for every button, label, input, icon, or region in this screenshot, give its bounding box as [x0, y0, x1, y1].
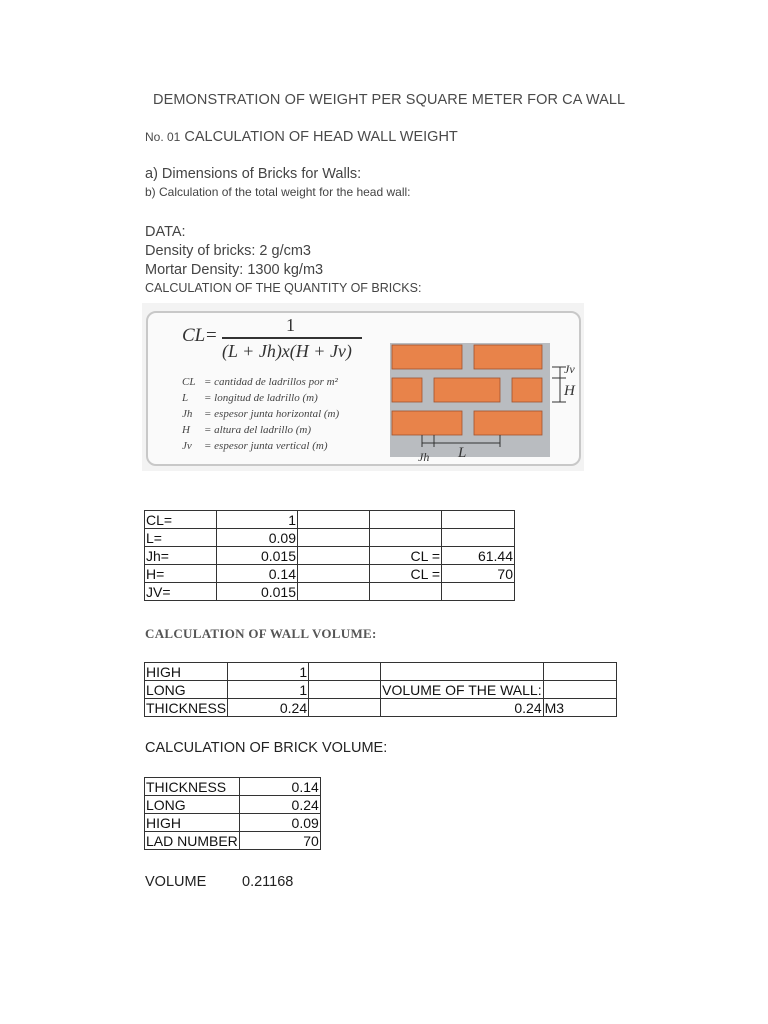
brick-wall-illustration — [388, 333, 578, 463]
data-label: DATA: — [145, 224, 186, 240]
formula-denominator: (L + Jh)x(H + Jv) — [222, 341, 352, 361]
table-row — [145, 681, 617, 699]
table-cell: HIGH — [145, 663, 228, 681]
table-cell — [370, 583, 442, 601]
mortar-density: Mortar Density: 1300 kg/m3 — [145, 262, 324, 278]
table-cell — [309, 663, 381, 681]
legend-row — [182, 390, 339, 406]
table-cell: 0.09 — [217, 529, 298, 547]
brick — [474, 411, 542, 435]
item-b: b) Calculation of the total weight for the head wall: — [145, 185, 411, 199]
brick — [392, 411, 462, 435]
table-cell: M3 — [543, 699, 616, 717]
table-row — [145, 796, 321, 814]
formula-numerator: 1 — [286, 315, 295, 335]
table-cell: 70 — [442, 565, 515, 583]
table-cell — [381, 663, 543, 681]
brick — [434, 378, 500, 402]
document-title: DEMONSTRATION OF WEIGHT PER SQUARE METER FOR CA WALL — [153, 92, 626, 108]
table-cell: JV= — [145, 583, 217, 601]
fraction-bar — [222, 337, 362, 339]
volume-value: 0.21168 — [242, 874, 294, 890]
table-cell — [298, 583, 370, 601]
table-cell: THICKNESS — [146, 699, 227, 716]
table-cell: 61.44 — [442, 547, 515, 565]
table-cell — [298, 565, 370, 583]
table-cell: HIGH — [145, 814, 240, 832]
legend-symbol: Jh — [182, 408, 193, 420]
legend-symbol: Jv — [182, 440, 192, 452]
table-cell — [442, 529, 515, 547]
bricks-quantity-table — [144, 510, 515, 601]
legend-symbol: CL — [182, 376, 196, 388]
density-bricks: Density of bricks: 2 g/cm3 — [145, 243, 311, 259]
formula-diagram — [146, 311, 581, 466]
table-row — [145, 547, 515, 565]
legend-symbol: L — [182, 392, 189, 404]
table-cell — [442, 511, 515, 529]
legend-text: = longitud de ladrillo (m) — [204, 392, 318, 404]
calc-quantity-heading: CALCULATION OF THE QUANTITY OF BRICKS: — [145, 281, 422, 295]
table-cell: 0.14 — [217, 565, 298, 583]
brick — [392, 378, 422, 402]
section-number: No. 01 — [145, 130, 181, 144]
table-cell: VOLUME OF THE WALL: — [382, 681, 542, 698]
table-row — [145, 529, 515, 547]
table-cell: 0.09 — [239, 814, 320, 832]
label-jv: Jv — [564, 362, 575, 376]
table-cell: L= — [145, 529, 217, 547]
table-cell: H= — [145, 565, 217, 583]
brick — [392, 345, 462, 369]
item-a: a) Dimensions of Bricks for Walls: — [145, 166, 362, 182]
table-cell: LAD NUMBER — [146, 832, 238, 849]
table-cell: CL = — [370, 565, 442, 583]
volume-label: VOLUME — [145, 874, 207, 890]
table-cell: 70 — [239, 832, 320, 850]
table-row — [145, 583, 515, 601]
brick-volume-table — [144, 777, 321, 850]
table-cell: 1 — [217, 511, 298, 529]
table-row — [145, 699, 617, 717]
table-cell — [298, 511, 370, 529]
table-cell — [543, 681, 616, 699]
legend-row — [182, 374, 339, 390]
legend-text: = espesor junta horizontal (m) — [204, 408, 340, 420]
table-cell: LONG — [145, 796, 240, 814]
table-cell: LONG — [145, 681, 228, 699]
table-row — [145, 565, 515, 583]
table-cell: 0.24 — [228, 699, 309, 717]
legend-text: = espesor junta vertical (m) — [204, 440, 328, 452]
table-cell — [309, 699, 381, 717]
table-cell — [370, 529, 442, 547]
table-cell: 0.14 — [239, 778, 320, 796]
formula-equals: = — [206, 325, 217, 346]
table-row — [145, 778, 321, 796]
brick-volume-heading: CALCULATION OF BRICK VOLUME: — [145, 740, 388, 756]
table-row — [145, 663, 617, 681]
legend-row — [182, 422, 339, 438]
table-cell: 0.015 — [217, 583, 298, 601]
legend-row — [182, 406, 339, 422]
table-cell: 1 — [228, 663, 309, 681]
table-row — [145, 832, 321, 850]
table-row — [145, 814, 321, 832]
table-cell — [298, 529, 370, 547]
legend-text: = cantidad de ladrillos por m² — [204, 376, 338, 388]
table-cell: 0.24 — [239, 796, 320, 814]
table-cell — [298, 547, 370, 565]
formula-legend — [182, 374, 339, 454]
table-cell: 0.24 — [381, 699, 543, 717]
wall-volume-table — [144, 662, 617, 717]
legend-text: = altura del ladrillo (m) — [204, 424, 312, 436]
legend-symbol: H — [182, 424, 190, 436]
table-cell: CL= — [145, 511, 217, 529]
section-title: CALCULATION OF HEAD WALL WEIGHT — [184, 129, 458, 145]
table-cell: THICKNESS — [145, 778, 240, 796]
legend-row — [182, 438, 339, 454]
label-h: H — [564, 383, 575, 399]
table-cell — [543, 663, 616, 681]
section-heading — [145, 129, 458, 145]
table-cell — [442, 583, 515, 601]
label-jh: Jh — [418, 450, 430, 463]
table-row — [145, 511, 515, 529]
table-cell — [309, 681, 381, 699]
table-cell: Jh= — [145, 547, 217, 565]
table-cell: 1 — [228, 681, 309, 699]
table-cell — [370, 511, 442, 529]
brick — [512, 378, 542, 402]
label-l: L — [458, 445, 467, 461]
table-cell: 0.015 — [217, 547, 298, 565]
table-cell: CL = — [370, 547, 442, 565]
formula-cl-symbol: CL — [182, 325, 206, 346]
brick — [474, 345, 542, 369]
wall-volume-heading: CALCULATION OF WALL VOLUME: — [145, 626, 377, 641]
